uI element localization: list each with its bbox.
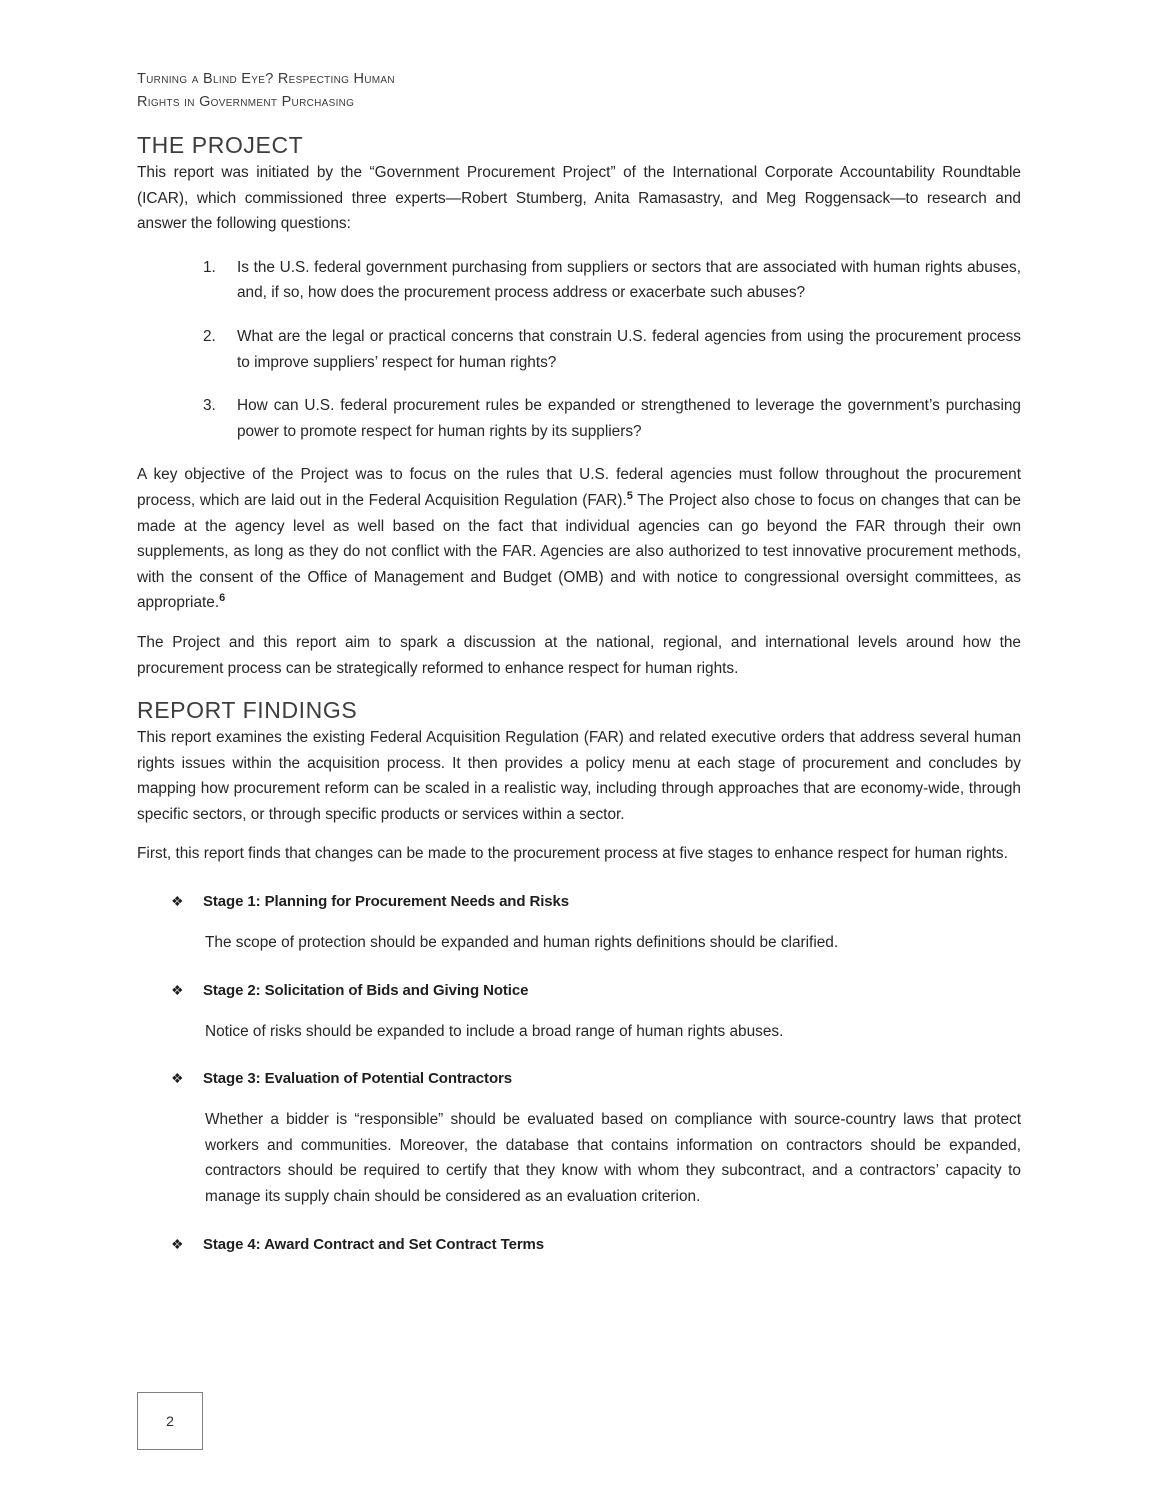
footnote-marker-5[interactable]: 5 [626, 489, 633, 502]
footnote-marker-6[interactable]: 6 [219, 592, 226, 605]
list-item-number: 2. [203, 327, 216, 345]
list-item [137, 255, 1021, 306]
stage-body: Whether a bidder is “responsible” should be evaluated based on compliance with source-country laws that protect workers and communities. Moreover, the database that contains information on contractors should be expanded, contractors should be required to certify that they know with whom they subcontract, and a contractors’ capacity to manage its supply chain should be considered as an evaluation criterion. [205, 1111, 1021, 1206]
stage-block-1 [137, 889, 1021, 956]
diamond-bullet-icon: ❖ [171, 981, 184, 998]
paragraph-project-objective [137, 462, 1021, 616]
stage-title: Stage 2: Solicitation of Bids and Giving Notice [203, 981, 529, 999]
list-item-text: How can U.S. federal procurement rules be expanded or strengthened to leverage the government’s purchasing power to promote respect for human rights by its suppliers? [237, 397, 1021, 440]
paragraph-project-spark: The Project and this report aim to spark a discussion at the national, regional, and international levels around how the procurement process can be strategically reformed to enhance respect for human rights. [137, 633, 1021, 677]
stage-body: The scope of protection should be expanded and human rights definitions should be clarified. [205, 934, 839, 952]
stage-heading-4 [137, 1232, 1021, 1257]
list-item [137, 393, 1021, 444]
list-item-number: 3. [203, 397, 216, 415]
page-number-box [137, 1392, 203, 1450]
stage-block-4 [137, 1232, 1021, 1257]
diamond-bullet-icon: ❖ [171, 893, 184, 910]
list-item [137, 324, 1021, 375]
running-head-line-1: Turning a Blind Eye? Respecting Human [137, 71, 395, 87]
running-head [137, 68, 557, 114]
heading-the-project: THE PROJECT [137, 132, 304, 158]
stage-block-2 [137, 978, 1021, 1045]
stage-heading-2 [137, 978, 1021, 1003]
objective-text-part-2: The Project also chose to focus on changes that can be made at the agency level as well based on the fact that individual agencies can go beyond the FAR through their own supplements, as long as they do not conflict with the FAR. Agencies are also authorized to test innovative procurement methods, with the consent of the Office of Management and Budget (OMB) and with notice to congressional oversight committees, as appropriate. [137, 491, 1021, 612]
paragraph-project-intro: This report was initiated by the “Government Procurement Project” of the International Corporate Accountability Roundtable (ICAR), which commissioned three experts—Robert Stumberg, Anita Ramasastry, and Meg Roggensack—to research and answer the following questions: [137, 164, 1021, 233]
diamond-bullet-icon: ❖ [171, 1070, 184, 1087]
stage-title: Stage 3: Evaluation of Potential Contractors [203, 1070, 512, 1088]
running-head-line-2: Rights in Government Purchasing [137, 94, 355, 110]
stage-body: Notice of risks should be expanded to include a broad range of human rights abuses. [205, 1022, 784, 1040]
list-item-text: Is the U.S. federal government purchasing from suppliers or sectors that are associated with human rights abuses, and, if so, how does the procurement process address or exacerbate such abuses? [237, 258, 1021, 302]
stage-heading-3 [137, 1066, 1021, 1091]
stage-block-3 [137, 1066, 1021, 1209]
list-item-text: What are the legal or practical concerns that constrain U.S. federal agencies from using the procurement process to improve suppliers’ respect for human rights? [237, 327, 1021, 371]
diamond-bullet-icon: ❖ [171, 1235, 184, 1252]
objective-text-part-1: A key objective of the Project was to focus on the rules that U.S. federal agencies must follow throughout the procurement process, which are laid out in the Federal Acquisition Regulation (FAR). [137, 466, 1021, 509]
heading-report-findings: REPORT FINDINGS [137, 697, 358, 724]
paragraph-findings-first: First, this report finds that changes can be made to the procurement process at five stages to enhance respect for human rights. [137, 845, 1008, 863]
paragraph-findings-examines: This report examines the existing Federal Acquisition Regulation (FAR) and related executive orders that address several human rights issues within the acquisition process. It then provides a policy menu at each stage of procurement and concludes by mapping how procurement reform can be scaled in a realistic way, including through approaches that are economy-wide, through specific sectors, or through specific products or services within a sector. [137, 729, 1021, 823]
page-number: 2 [166, 1413, 174, 1429]
stage-title: Stage 4: Award Contract and Set Contract Terms [203, 1235, 545, 1253]
stage-heading-1 [137, 889, 1021, 914]
list-item-number: 1. [203, 258, 216, 276]
questions-list [137, 255, 1021, 445]
document-content [137, 130, 1021, 1257]
stages-list [137, 889, 1021, 1257]
stage-title: Stage 1: Planning for Procurement Needs and Risks [203, 893, 570, 911]
